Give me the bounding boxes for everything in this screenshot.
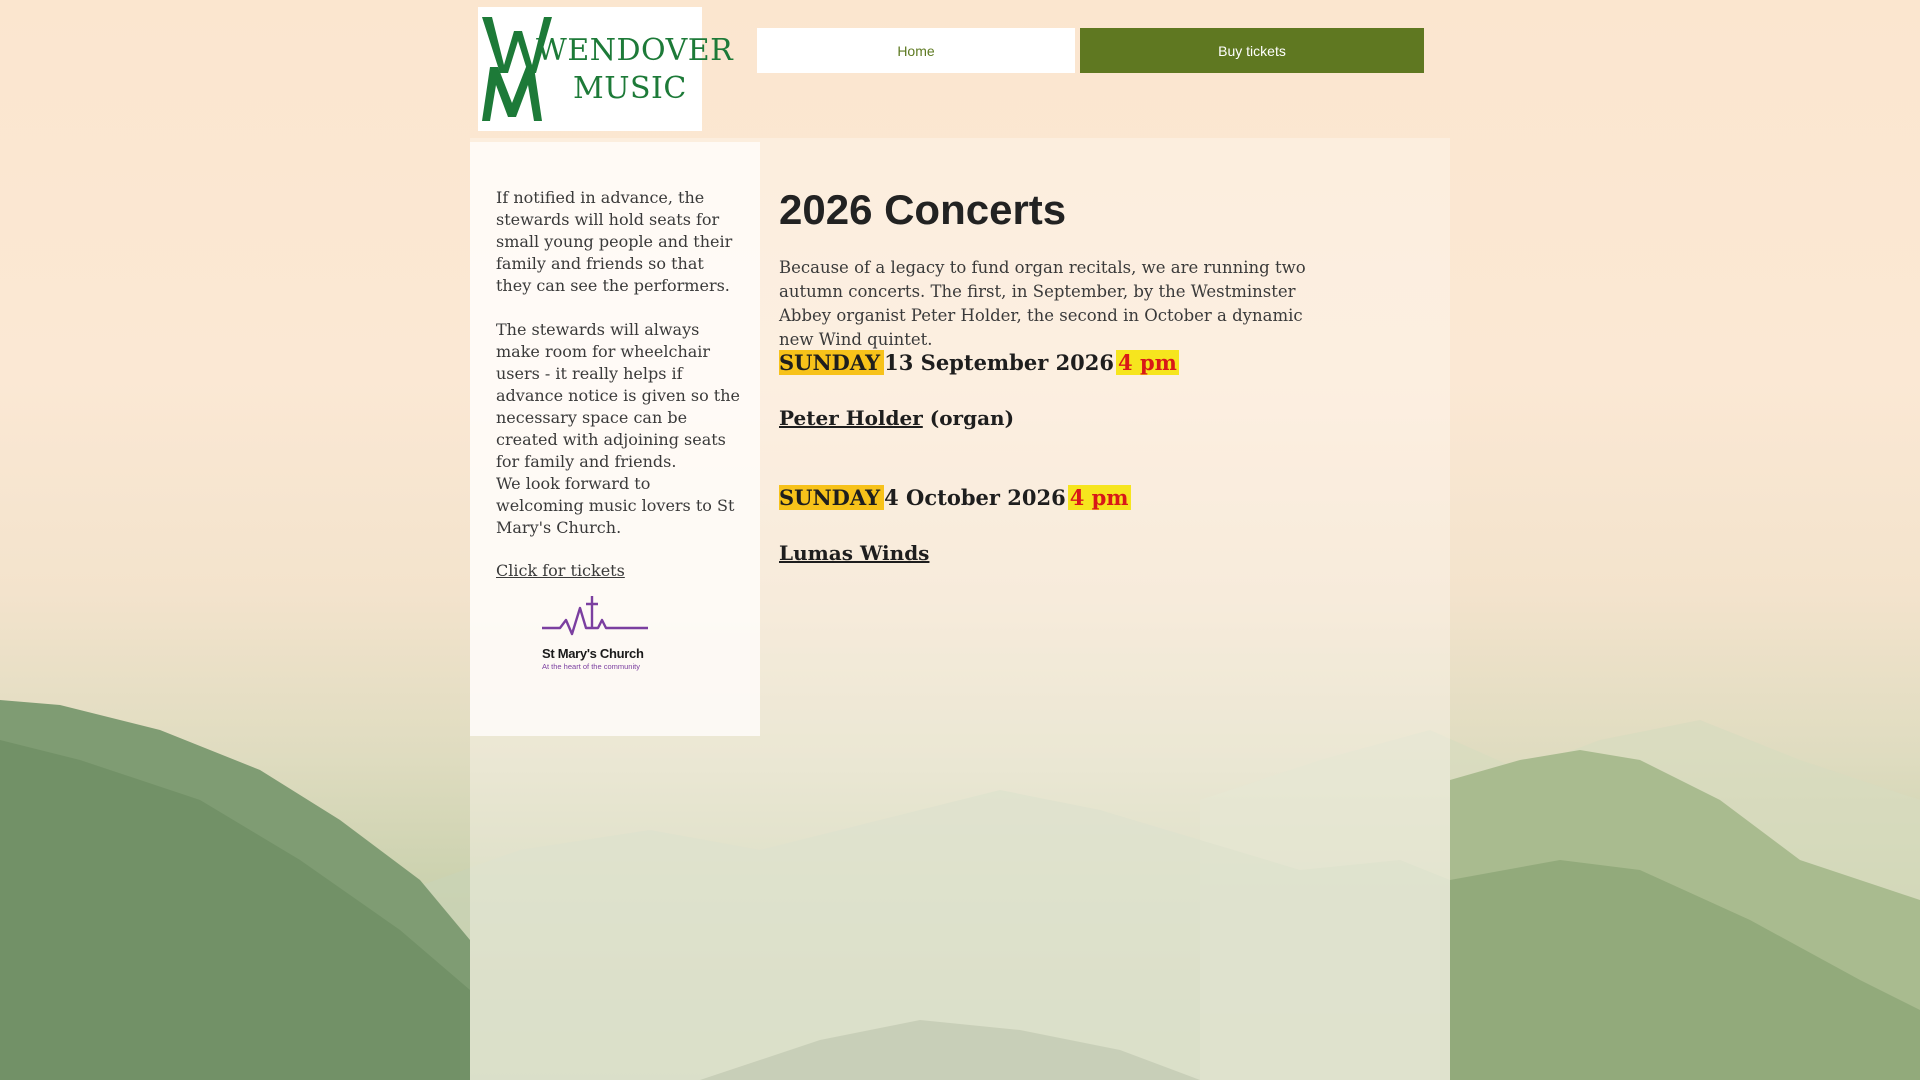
intro-paragraph: Because of a legacy to fund organ recitals, we are running two autumn concerts. The first, in September, by the Westminster Abbey organist Peter Holder, the second in October a dynamic new Wind quintet. xyxy=(779,258,1306,349)
concert-date-1 xyxy=(779,348,1179,378)
performer-link[interactable]: Peter Holder xyxy=(779,406,923,430)
nav-home[interactable]: Home xyxy=(757,28,1075,73)
concert-date-text: 4 October 2026 xyxy=(884,485,1066,510)
concert-date-text: 13 September 2026 xyxy=(884,350,1115,375)
church-name: St Mary's Church xyxy=(542,646,644,661)
concert-time: 4 pm xyxy=(1069,485,1129,510)
st-marys-church-logo[interactable] xyxy=(540,594,650,674)
site-logo[interactable] xyxy=(478,7,734,131)
concert-performer-1 xyxy=(779,406,1014,430)
heartbeat-cross-icon xyxy=(540,594,650,640)
concert-performer-2 xyxy=(779,541,929,565)
sidebar-paragraph-seats: If notified in advance, the stewards will hold seats for small young people and their family and friends so that they can see the performers. xyxy=(496,188,733,295)
wm-monogram-icon xyxy=(478,7,702,131)
performer-instrument: (organ) xyxy=(922,406,1015,430)
church-tagline: At the heart of the community xyxy=(542,662,640,671)
concert-time: 4 pm xyxy=(1118,350,1177,375)
nav-buy-tickets[interactable]: Buy tickets xyxy=(1080,28,1424,73)
performer-link[interactable]: Lumas Winds xyxy=(779,541,930,565)
page-title: 2026 Concerts xyxy=(779,186,1067,233)
logo-line-1: WENDOVER xyxy=(536,33,734,68)
sidebar-paragraph-wheelchair: The stewards will always make room for wheelchair users - it really helps if advance notice is given so the necessary space can be created with adjoining seats for family and friends. xyxy=(496,320,740,471)
concert-day: SUNDAY xyxy=(779,350,884,375)
sidebar-paragraph-welcome: We look forward to welcoming music lovers to St Mary's Church. xyxy=(496,474,735,537)
concert-date-2 xyxy=(779,483,1131,513)
click-for-tickets-link[interactable]: Click for tickets xyxy=(496,561,625,580)
logo-line-2: MUSIC xyxy=(573,71,687,106)
concert-day: SUNDAY xyxy=(779,485,884,510)
